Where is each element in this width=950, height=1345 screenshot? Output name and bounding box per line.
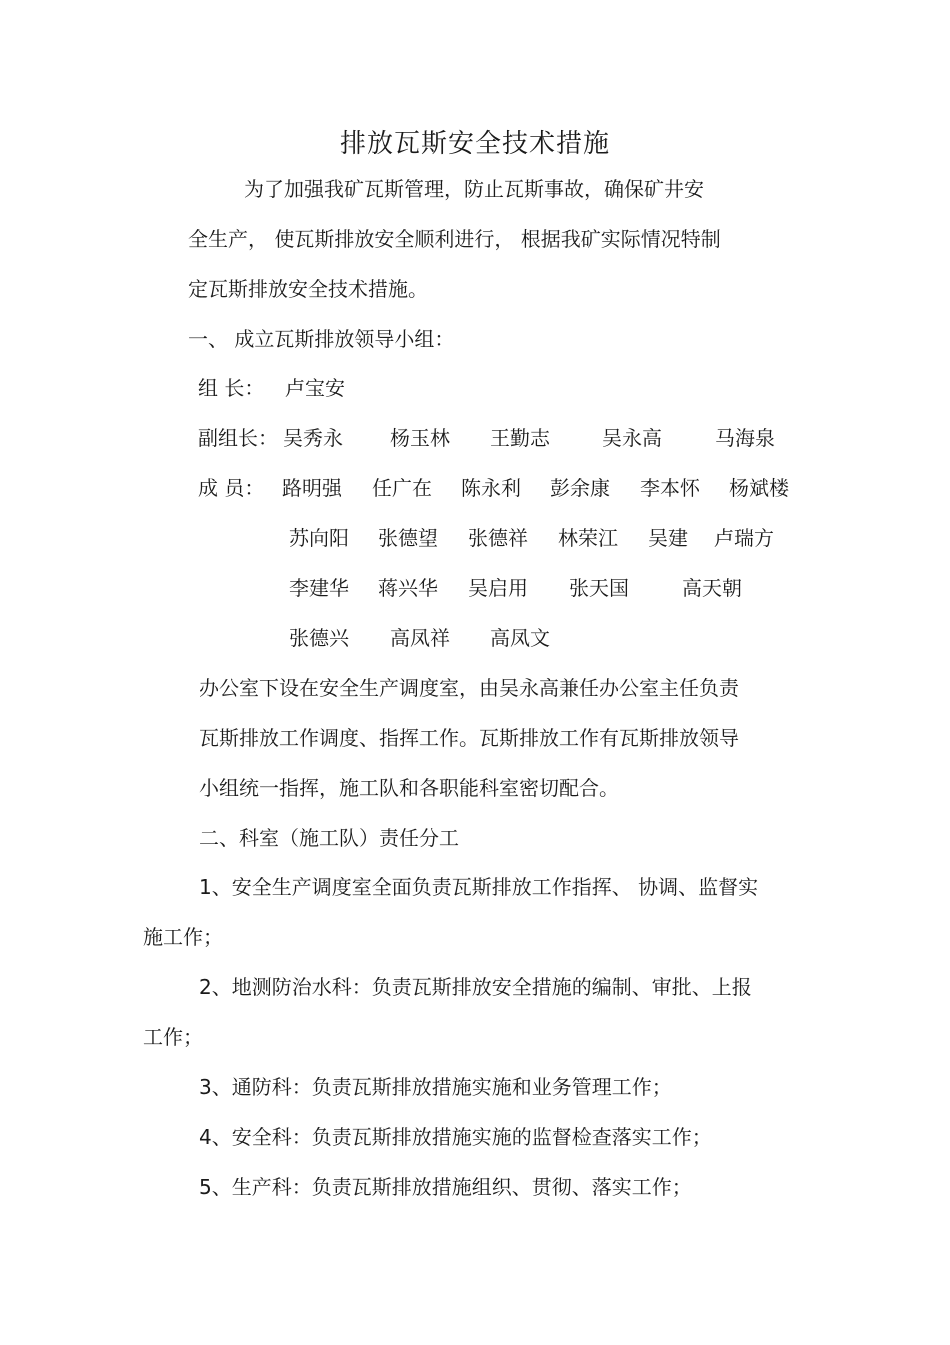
member-name: 李本怀 bbox=[640, 476, 700, 500]
member-name: 陈永利 bbox=[461, 476, 521, 500]
member-name: 路明强 bbox=[282, 476, 342, 500]
office-text-line-3: 小组统一指挥，施工队和各职能科室密切配合。 bbox=[199, 776, 619, 800]
member-name: 杨斌楼 bbox=[729, 476, 789, 500]
duty-item-5: 5、生产科：负责瓦斯排放措施组织、贯彻、落实工作； bbox=[199, 1175, 692, 1199]
duty-item-1: 1、安全生产调度室全面负责瓦斯排放工作指挥、 协调、监督实 bbox=[199, 875, 759, 899]
leader-name: 卢宝安 bbox=[285, 376, 345, 400]
member-name: 张德望 bbox=[378, 526, 438, 550]
deputy-name: 王勤志 bbox=[490, 426, 550, 450]
member-name: 张天国 bbox=[569, 576, 629, 600]
member-name: 张德祥 bbox=[468, 526, 528, 550]
member-name: 高凤文 bbox=[490, 626, 550, 650]
deputy-name: 杨玉林 bbox=[390, 426, 450, 450]
member-name: 苏向阳 bbox=[289, 526, 349, 550]
duty-item-2-cont: 工作； bbox=[143, 1025, 203, 1049]
member-name: 高凤祥 bbox=[390, 626, 450, 650]
office-text-line-1: 办公室下设在安全生产调度室，由吴永高兼任办公室主任负责 bbox=[199, 676, 739, 700]
member-name: 张德兴 bbox=[289, 626, 349, 650]
duty-item-2: 2、地测防治水科：负责瓦斯排放安全措施的编制、审批、上报 bbox=[199, 975, 752, 999]
intro-line-1: 为了加强我矿瓦斯管理，防止瓦斯事故，确保矿井安 bbox=[244, 177, 704, 201]
leader-label: 组 长： bbox=[198, 376, 265, 400]
member-name: 卢瑞方 bbox=[714, 526, 774, 550]
duty-item-3: 3、通防科：负责瓦斯排放措施实施和业务管理工作； bbox=[199, 1075, 672, 1099]
member-name: 林荣江 bbox=[558, 526, 618, 550]
office-text-line-2: 瓦斯排放工作调度、指挥工作。瓦斯排放工作有瓦斯排放领导 bbox=[199, 726, 739, 750]
member-name: 吴启用 bbox=[468, 576, 528, 600]
intro-line-3: 定瓦斯排放安全技术措施。 bbox=[188, 277, 428, 301]
member-name: 蒋兴华 bbox=[378, 576, 438, 600]
member-name: 高天朝 bbox=[682, 576, 742, 600]
deputy-name: 吴永高 bbox=[602, 426, 662, 450]
members-label: 成 员： bbox=[198, 476, 265, 500]
member-name: 吴建 bbox=[648, 526, 688, 550]
section-heading-leadership: 一、 成立瓦斯排放领导小组： bbox=[188, 327, 455, 351]
deputy-name: 吴秀永 bbox=[283, 426, 343, 450]
duty-item-4: 4、安全科：负责瓦斯排放措施实施的监督检查落实工作； bbox=[199, 1125, 712, 1149]
document-title: 排放瓦斯安全技术措施 bbox=[339, 129, 610, 159]
member-name: 李建华 bbox=[289, 576, 349, 600]
intro-line-2: 全生产， 使瓦斯排放安全顺利进行， 根据我矿实际情况特制 bbox=[188, 227, 721, 251]
deputy-label: 副组长： bbox=[198, 426, 278, 450]
member-name: 任广在 bbox=[372, 476, 432, 500]
duty-item-1-cont: 施工作； bbox=[143, 925, 223, 949]
section-heading-duties: 二、科室（施工队）责任分工 bbox=[199, 826, 459, 850]
deputy-name: 马海泉 bbox=[715, 426, 775, 450]
member-name: 彭余康 bbox=[550, 476, 610, 500]
